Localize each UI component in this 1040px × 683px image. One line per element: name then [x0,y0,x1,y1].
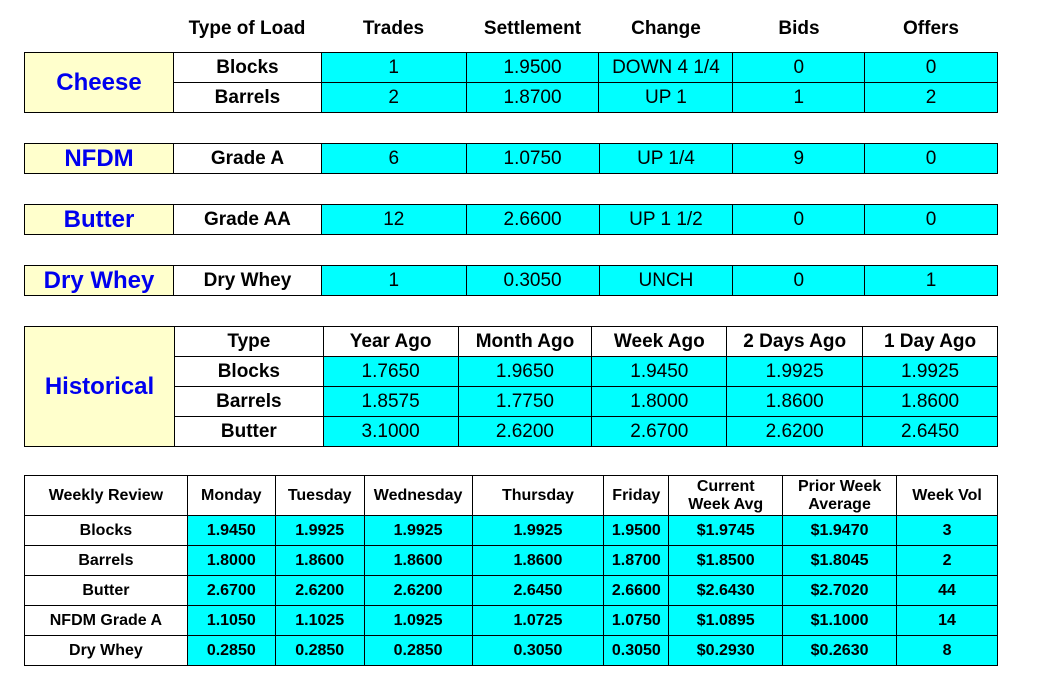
row-label: Grade AA [174,205,322,235]
week-vol-cell: 8 [897,636,998,666]
header-prior-week-average [783,476,897,516]
table-header-row [25,476,998,516]
header-year-ago: Year Ago [323,327,458,357]
dry-whey-table [173,265,998,296]
cheese-table [173,52,998,113]
table-row [25,516,998,546]
trades-cell: 6 [321,144,466,174]
tuesday-cell: 0.2850 [275,636,364,666]
offers-cell: 0 [865,53,998,83]
row-label: Barrels [25,546,188,576]
offers-cell: 1 [865,266,998,296]
table-row [174,144,998,174]
header-type: Type [175,327,324,357]
header-settlement: Settlement [483,18,582,39]
bids-cell: 9 [733,144,865,174]
tuesday-cell: 2.6200 [275,576,364,606]
wednesday-cell: 1.9925 [364,516,472,546]
trades-cell: 1 [321,53,466,83]
wednesday-cell: 0.2850 [364,636,472,666]
value-cell: 1.9925 [727,357,863,387]
table-row [25,636,998,666]
prior-week-average-cell: $1.8045 [783,546,897,576]
header-change: Change [631,18,701,39]
row-label: Barrels [174,83,322,113]
row-label: Barrels [175,387,324,417]
table-row [25,546,998,576]
weekly-review-table [24,475,998,666]
thursday-cell: 2.6450 [472,576,604,606]
week-vol-cell: 3 [897,516,998,546]
row-label: Blocks [25,516,188,546]
monday-cell: 1.9450 [187,516,275,546]
current-week-avg-cell: $1.0895 [669,606,783,636]
header-type-of-load: Type of Load [188,18,306,39]
header-line: Average [808,495,871,513]
trades-cell: 2 [321,83,466,113]
thursday-cell: 0.3050 [472,636,604,666]
header-month-ago: Month Ago [458,327,592,357]
butter-table [173,204,998,235]
bids-cell: 0 [733,53,865,83]
header-week-ago: Week Ago [592,327,727,357]
table-header-row [175,327,998,357]
table-row [25,606,998,636]
trades-cell: 1 [321,266,466,296]
row-label: Dry Whey [25,636,188,666]
row-label: Dry Whey [174,266,322,296]
settlement-cell: 1.9500 [466,53,599,83]
value-cell: 1.9650 [458,357,592,387]
value-cell: 1.8600 [863,387,998,417]
current-week-avg-cell: $2.6430 [669,576,783,606]
table-row [175,357,998,387]
bids-cell: 1 [733,83,865,113]
table-row [174,266,998,296]
value-cell: 1.9925 [863,357,998,387]
tuesday-cell: 1.1025 [275,606,364,636]
header-friday: Friday [604,476,669,516]
group-label-cheese: Cheese [24,52,174,113]
monday-cell: 0.2850 [187,636,275,666]
header-1-day-ago: 1 Day Ago [863,327,998,357]
thursday-cell: 1.0725 [472,606,604,636]
table-row [174,205,998,235]
change-cell: UNCH [599,266,733,296]
header-wednesday: Wednesday [364,476,472,516]
settlement-cell: 1.0750 [466,144,599,174]
thursday-cell: 1.8600 [472,546,604,576]
tuesday-cell: 1.8600 [275,546,364,576]
group-label-dry-whey: Dry Whey [24,265,174,296]
nfdm-table [173,143,998,174]
value-cell: 1.9450 [592,357,727,387]
offers-cell: 0 [865,205,998,235]
friday-cell: 2.6600 [604,576,669,606]
header-offers: Offers [903,18,959,39]
prior-week-average-cell: $1.1000 [783,606,897,636]
settlement-cell: 0.3050 [466,266,599,296]
friday-cell: 0.3050 [604,636,669,666]
trades-cell: 12 [321,205,466,235]
value-cell: 2.6450 [863,417,998,447]
current-week-avg-cell: $1.9745 [669,516,783,546]
header-line: Week Avg [688,495,764,513]
wednesday-cell: 1.0925 [364,606,472,636]
group-label-nfdm: NFDM [24,143,174,174]
value-cell: 2.6200 [458,417,592,447]
row-label: NFDM Grade A [25,606,188,636]
friday-cell: 1.8700 [604,546,669,576]
current-week-avg-cell: $0.2930 [669,636,783,666]
prior-week-average-cell: $1.9470 [783,516,897,546]
offers-cell: 2 [865,83,998,113]
current-week-avg-cell: $1.8500 [669,546,783,576]
week-vol-cell: 14 [897,606,998,636]
value-cell: 1.7750 [458,387,592,417]
header-line: Prior Week [797,477,882,495]
header-week-vol: Week Vol [897,476,998,516]
table-row [174,53,998,83]
tuesday-cell: 1.9925 [275,516,364,546]
row-label: Blocks [174,53,322,83]
header-thursday: Thursday [472,476,604,516]
monday-cell: 2.6700 [187,576,275,606]
historical-table [174,326,998,447]
header-line: Current [696,477,755,495]
header-tuesday: Tuesday [275,476,364,516]
bids-cell: 0 [733,266,865,296]
monday-cell: 1.8000 [187,546,275,576]
table-row [174,83,998,113]
header-weekly-review: Weekly Review [25,476,188,516]
group-label-butter: Butter [24,204,174,235]
wednesday-cell: 1.8600 [364,546,472,576]
settlement-cell: 1.8700 [466,83,599,113]
value-cell: 1.7650 [323,357,458,387]
value-cell: 1.8600 [727,387,863,417]
change-cell: DOWN 4 1/4 [599,53,733,83]
thursday-cell: 1.9925 [472,516,604,546]
week-vol-cell: 44 [897,576,998,606]
week-vol-cell: 2 [897,546,998,576]
value-cell: 2.6700 [592,417,727,447]
bids-cell: 0 [733,205,865,235]
change-cell: UP 1 1/2 [599,205,733,235]
friday-cell: 1.0750 [604,606,669,636]
header-current-week-avg [669,476,783,516]
change-cell: UP 1 [599,83,733,113]
friday-cell: 1.9500 [604,516,669,546]
wednesday-cell: 2.6200 [364,576,472,606]
table-row [25,576,998,606]
value-cell: 1.8000 [592,387,727,417]
table-row [175,387,998,417]
prior-week-average-cell: $0.2630 [783,636,897,666]
value-cell: 2.6200 [727,417,863,447]
monday-cell: 1.1050 [187,606,275,636]
offers-cell: 0 [865,144,998,174]
group-label-historical: Historical [24,326,175,447]
header-monday: Monday [187,476,275,516]
row-label: Grade A [174,144,322,174]
value-cell: 1.8575 [323,387,458,417]
header-2-days-ago: 2 Days Ago [727,327,863,357]
header-bids: Bids [778,18,820,39]
prior-week-average-cell: $2.7020 [783,576,897,606]
row-label: Blocks [175,357,324,387]
settlement-cell: 2.6600 [466,205,599,235]
value-cell: 3.1000 [323,417,458,447]
change-cell: UP 1/4 [599,144,733,174]
header-trades: Trades [362,18,425,39]
table-row [175,417,998,447]
row-label: Butter [175,417,324,447]
row-label: Butter [25,576,188,606]
